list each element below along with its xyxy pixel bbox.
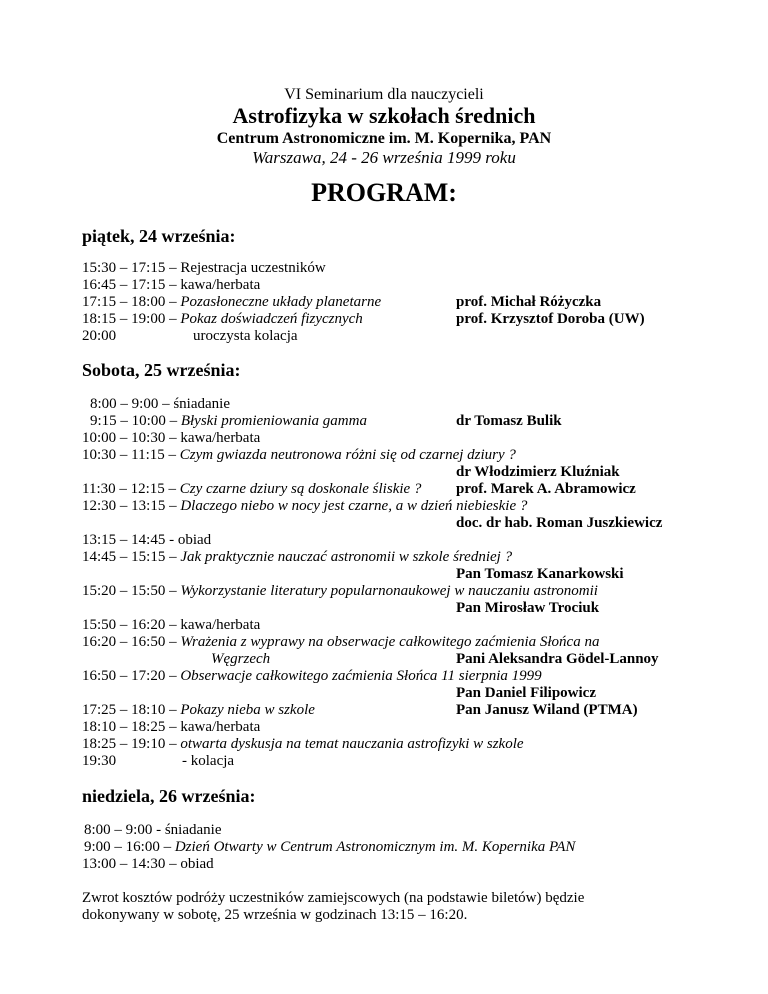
schedule-row <box>82 532 211 549</box>
schedule-row <box>82 719 260 736</box>
page-title: Astrofizyka w szkołach średnich <box>232 103 536 128</box>
schedule-row <box>82 430 260 447</box>
row-title: Pokazy nieba w szkole <box>180 702 315 718</box>
row-speaker: Pan Tomasz Kanarkowski <box>456 566 624 582</box>
row-time: 16:45 – 17:15 – <box>82 277 181 293</box>
schedule-row <box>90 396 230 413</box>
row-speaker: Pan Mirosław Trociuk <box>456 600 600 616</box>
sunday-heading: niedziela, 26 września: <box>82 786 256 806</box>
seminar-subtitle: VI Seminarium dla nauczycieli <box>284 86 484 103</box>
row-title: Pozasłoneczne układy planetarne <box>180 294 382 310</box>
row-title: uroczysta kolacja <box>193 328 298 344</box>
schedule-row <box>82 294 381 311</box>
footer-note-line: dokonywany w sobotę, 25 września w godzinach 13:15 – 16:20. <box>82 907 468 923</box>
row-time: 14:45 – 15:15 – <box>82 549 181 565</box>
saturday-heading: Sobota, 25 września: <box>82 360 241 380</box>
row-speaker: Pan Janusz Wiland (PTMA) <box>456 702 638 718</box>
row-time: 17:25 – 18:10 – <box>82 702 181 718</box>
schedule-row <box>84 839 575 856</box>
row-time: 8:00 – 9:00 <box>84 822 157 838</box>
row-time: 10:00 – 10:30 – <box>82 430 181 446</box>
row-title: Wykorzystanie literatury popularnonaukowej w nauczaniu astronomii <box>180 583 598 599</box>
row-time: 19:30 <box>82 753 117 769</box>
schedule-row <box>82 583 598 600</box>
row-time: 11:30 – 12:15 – <box>82 481 180 497</box>
row-time: 17:15 – 18:00 – <box>82 294 181 310</box>
place-date: Warszawa, 24 - 26 września 1999 roku <box>252 148 516 167</box>
row-speaker: prof. Marek A. Abramowicz <box>456 481 636 497</box>
footer-note-line: Zwrot kosztów podróży uczestników zamiejscowych (na podstawie biletów) będzie <box>82 890 585 906</box>
schedule-row <box>90 413 367 430</box>
schedule-row <box>82 498 527 515</box>
schedule-row <box>82 277 260 294</box>
schedule-row <box>82 481 421 498</box>
row-time: 18:15 – 19:00 – <box>82 311 181 327</box>
row-title: Wrażenia z wyprawy na obserwacje całkowitego zaćmienia Słońca na <box>180 634 600 650</box>
row-speaker: doc. dr hab. Roman Juszkiewicz <box>456 515 663 531</box>
row-title: Dzień Otwarty w Centrum Astronomicznym im. M. Kopernika PAN <box>174 839 576 855</box>
row-title: otwarta dyskusja na temat nauczania astrofizyki w szkole <box>180 736 524 752</box>
schedule-row <box>84 822 221 839</box>
row-title: - obiad <box>169 532 212 548</box>
row-time: 12:30 – 13:15 – <box>82 498 181 514</box>
row-time: 13:15 – 14:45 <box>82 532 170 548</box>
row-title: kawa/herbata <box>180 277 261 293</box>
row-title: - kolacja <box>182 753 235 769</box>
row-title: Obserwacje całkowitego zaćmienia Słońca 11 sierpnia 1999 <box>180 668 542 684</box>
row-speaker: prof. Krzysztof Doroba (UW) <box>456 311 645 327</box>
row-title: obiad <box>180 856 214 872</box>
row-time: 15:20 – 15:50 – <box>82 583 181 599</box>
schedule-row <box>82 311 363 328</box>
row-time: 9:00 – 16:00 – <box>84 839 175 855</box>
row-title: kawa/herbata <box>180 617 261 633</box>
row-title: Czym gwiazda neutronowa różni się od czarnej dziury ? <box>179 447 516 463</box>
row-time: 18:25 – 19:10 – <box>82 736 181 752</box>
row-title-continued: Węgrzech <box>211 651 271 667</box>
row-title: Czy czarne dziury są doskonale śliskie ? <box>179 481 422 497</box>
row-time: 9:15 – 10:00 – <box>90 413 181 429</box>
schedule-row <box>82 634 599 651</box>
row-time: 15:30 – 17:15 – <box>82 260 181 276</box>
row-title: Jak praktycznie nauczać astronomii w szkole średniej ? <box>180 549 513 565</box>
program-heading: PROGRAM: <box>311 178 457 207</box>
row-title: Pokaz doświadczeń fizycznych <box>180 311 363 327</box>
friday-heading: piątek, 24 września: <box>82 226 236 246</box>
institution: Centrum Astronomiczne im. M. Kopernika, PAN <box>216 130 552 147</box>
row-time: 20:00 <box>82 328 117 344</box>
row-title: Dlaczego niebo w nocy jest czarne, a w dzień niebieskie ? <box>180 498 528 514</box>
schedule-row <box>82 260 326 277</box>
schedule-row <box>82 702 315 719</box>
row-speaker: Pan Daniel Filipowicz <box>456 685 596 701</box>
schedule-row <box>82 617 260 634</box>
row-title: kawa/herbata <box>180 430 261 446</box>
row-time: 8:00 – 9:00 – <box>90 396 174 412</box>
row-title: kawa/herbata <box>180 719 261 735</box>
row-time: 18:10 – 18:25 – <box>82 719 181 735</box>
row-title: Błyski promieniowania gamma <box>180 413 367 429</box>
row-speaker: dr Tomasz Bulik <box>456 413 562 429</box>
schedule-row <box>82 549 512 566</box>
row-title: śniadanie <box>173 396 230 412</box>
row-title: - śniadanie <box>156 822 222 838</box>
schedule-row <box>82 736 524 753</box>
row-time: 16:20 – 16:50 – <box>82 634 181 650</box>
schedule-row <box>82 447 516 464</box>
row-speaker: Pani Aleksandra Gödel-Lannoy <box>456 651 659 667</box>
schedule-row <box>82 668 542 685</box>
row-title: Rejestracja uczestników <box>180 260 326 276</box>
row-time: 10:30 – 11:15 – <box>82 447 180 463</box>
schedule-row <box>82 856 214 873</box>
row-speaker: dr Włodzimierz Kluźniak <box>456 464 620 480</box>
row-time: 13:00 – 14:30 – <box>82 856 181 872</box>
row-speaker: prof. Michał Różyczka <box>456 294 602 310</box>
row-time: 15:50 – 16:20 – <box>82 617 181 633</box>
row-time: 16:50 – 17:20 – <box>82 668 181 684</box>
